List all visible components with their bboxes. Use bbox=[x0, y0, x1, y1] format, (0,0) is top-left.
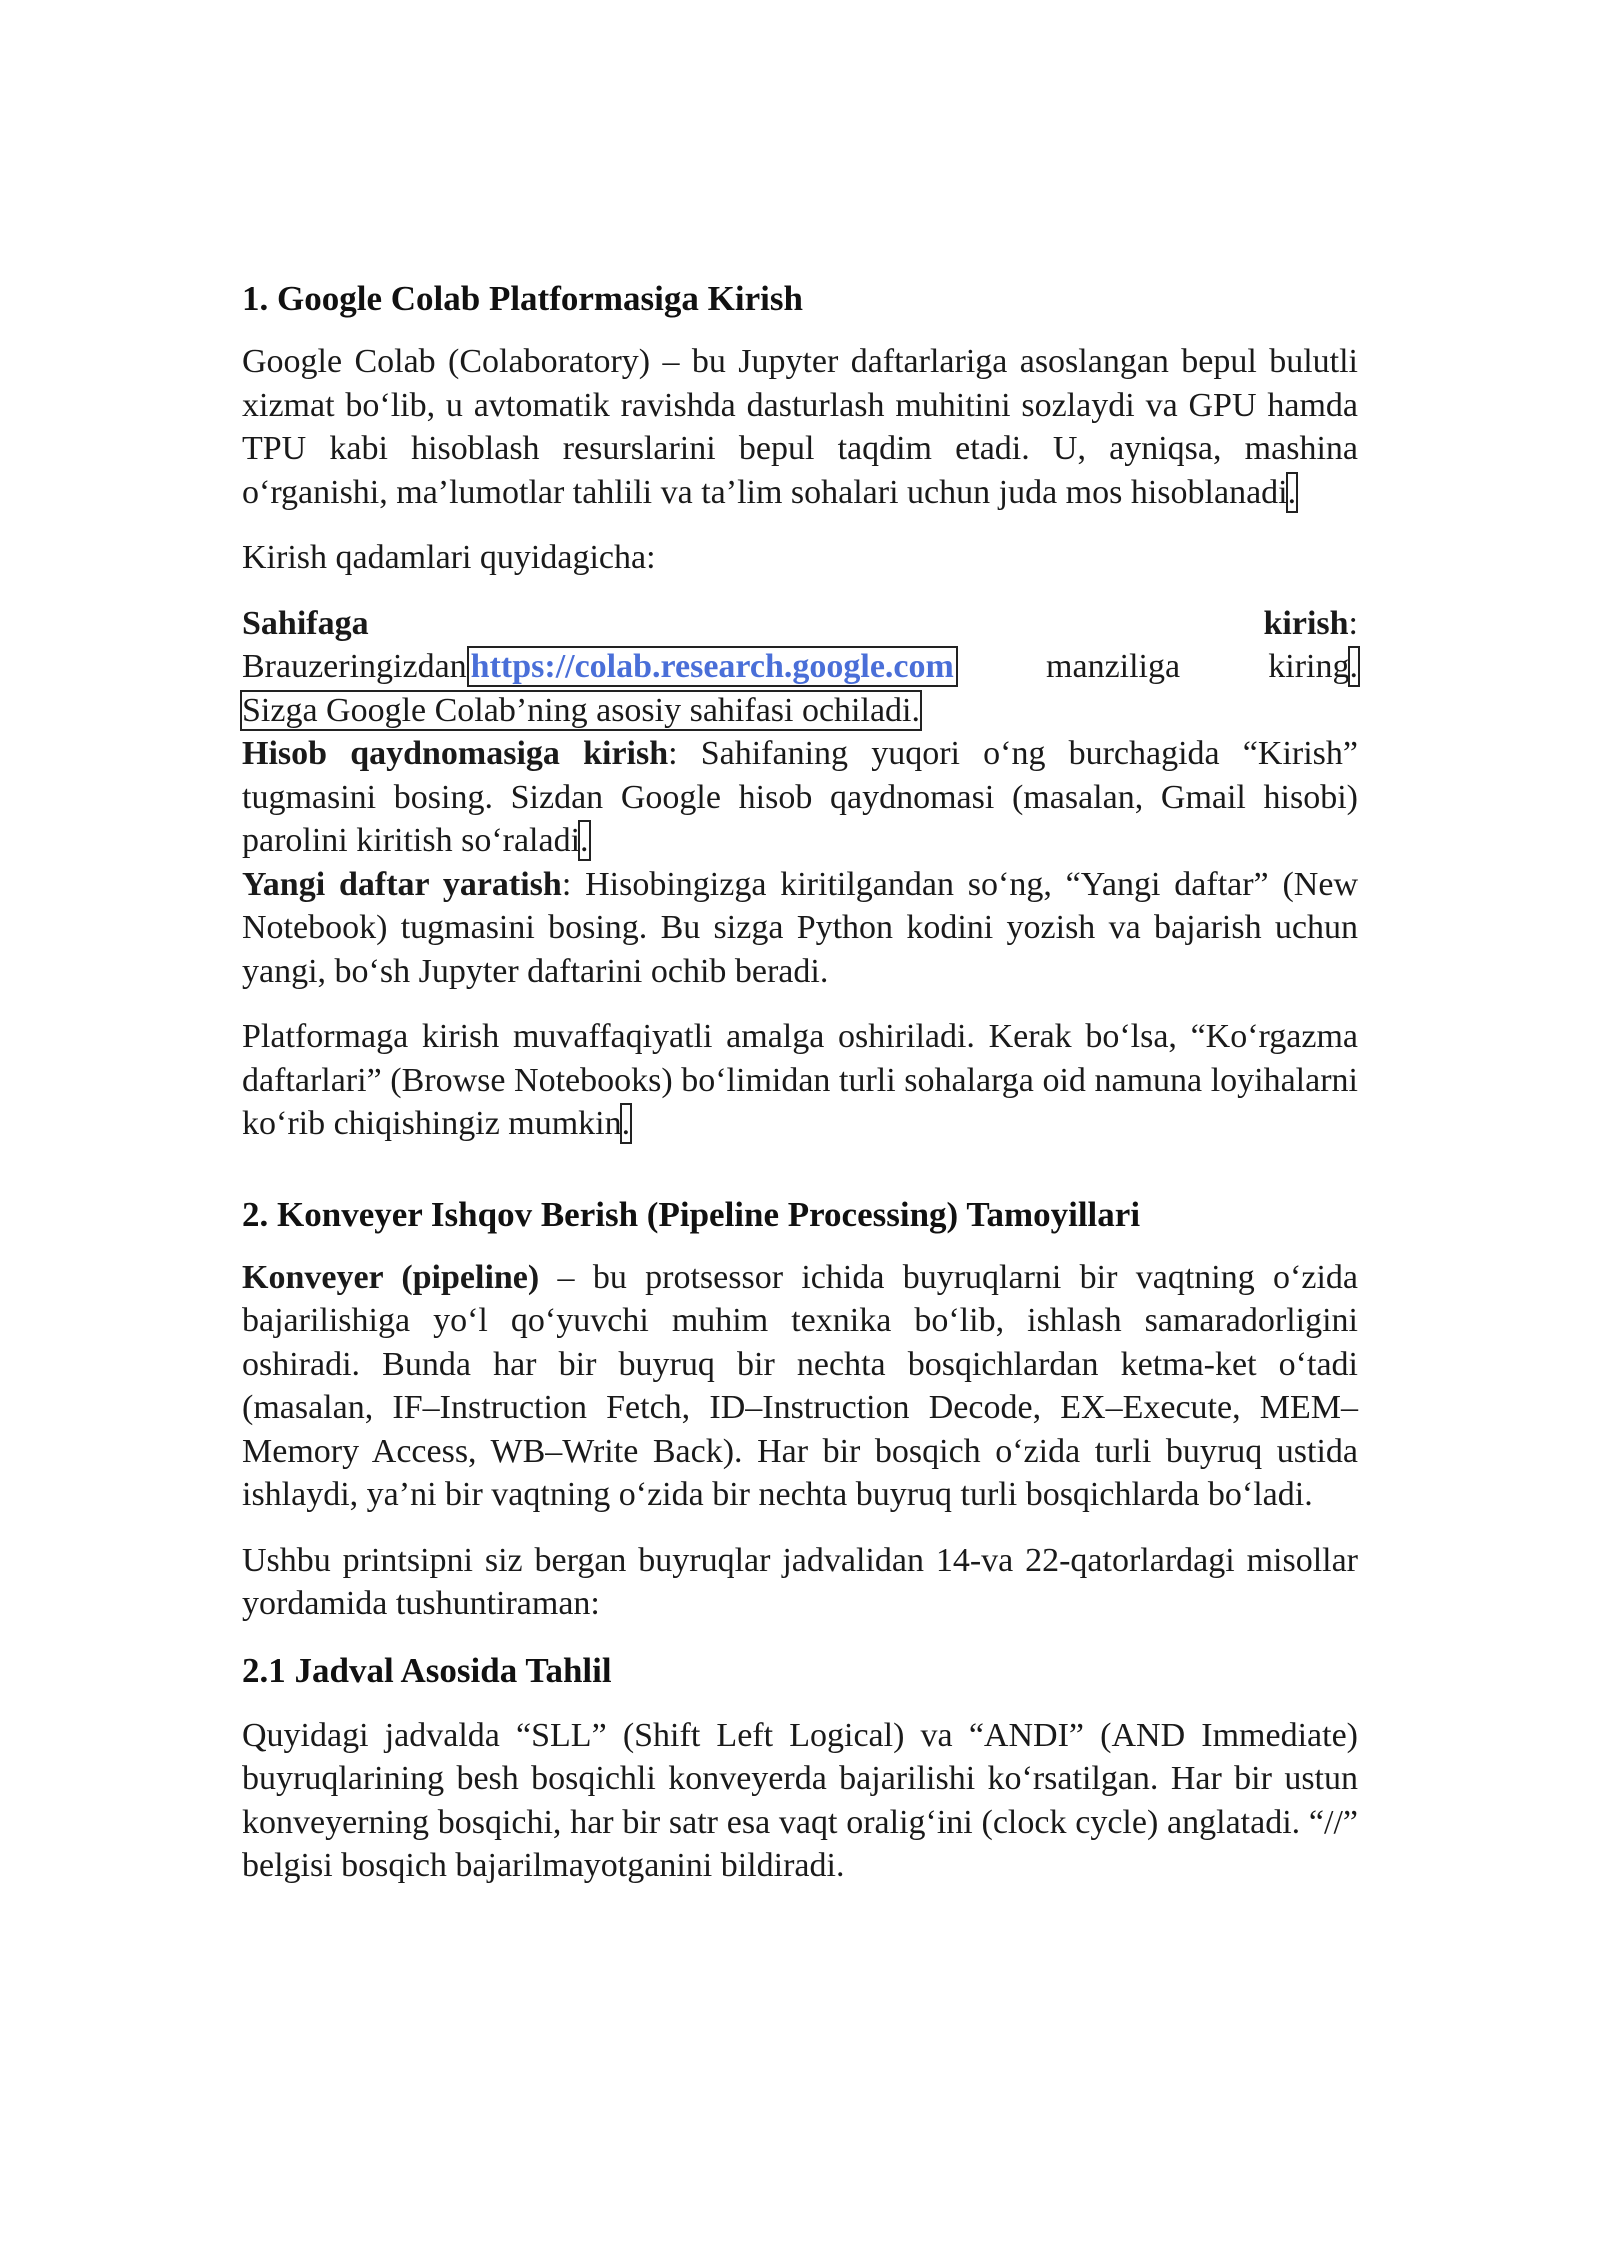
step-1-end-dot: . bbox=[1349, 648, 1358, 685]
step-new-notebook bbox=[242, 863, 1358, 994]
pipeline-term: Konveyer (pipeline) bbox=[242, 1258, 540, 1296]
step-1-bold-b: kirish bbox=[1263, 604, 1349, 642]
section-1-intro bbox=[242, 340, 1358, 514]
step-1-link-wrap bbox=[242, 645, 958, 689]
subsection-2-1-heading: 2.1 Jadval Asosida Tahlil bbox=[242, 1650, 612, 1690]
step-1-end-word: kiring bbox=[1268, 648, 1350, 685]
step-login bbox=[242, 732, 1358, 863]
step-2-bold: Hisob qaydnomasiga kirish bbox=[242, 735, 669, 772]
step-1-bold-a: Sahifaga bbox=[242, 604, 369, 642]
step-open-page bbox=[242, 602, 1358, 733]
step-3-text: : Hisobingizga kiritilgandan so‘ng, “Yangi daftar” (New Notebook) tugmasini bosing. Bu sizga Python kodini yozish va bajarish uchun yangi, bo‘sh Jupyter daftarini ochib beradi. bbox=[242, 865, 1358, 990]
step-1-colon: : bbox=[1348, 604, 1358, 642]
step-1-bold-b-wrap bbox=[1264, 602, 1359, 646]
closing-end-mark: . bbox=[621, 1105, 631, 1142]
step-1-end-wrap bbox=[1268, 645, 1358, 689]
section-1-closing bbox=[242, 1015, 1358, 1146]
step-3-bold: Yangi daftar yaratish bbox=[242, 865, 562, 903]
section-2-heading: 2. Konveyer Ishqov Berish (Pipeline Processing) Tamoyillari bbox=[242, 1194, 1141, 1234]
step-1-second-line bbox=[242, 689, 1358, 733]
step-1-pre-link: Brauzeringizdan bbox=[242, 648, 467, 685]
colab-url-link[interactable]: https://colab.research.google.com bbox=[467, 646, 958, 687]
intro-end-mark: . bbox=[1287, 473, 1297, 511]
step-2-text: : Sahifaning yuqori o‘ng burchagida “Kirish” tugmasini bosing. Sizdan Google hisob qaydnomasi (masalan, Gmail hisobi) parolini kiritish so‘raladi bbox=[242, 735, 1358, 859]
step-2-end-mark: . bbox=[580, 822, 589, 859]
intro-text: Google Colab (Colaboratory) – bu Jupyter daftarlariga asoslangan bepul bulutli xizmat bo‘lib, u avtomatik ravishda dasturlash muhitini sozlaydi va GPU hamda TPU kabi hisoblash resurslarini bepul taqdim etadi. U, ayniqsa, mashina o‘rganishi, ma’lumotlar tahlili va ta’lim sohalari uchun juda mos hisoblanadi bbox=[242, 343, 1358, 511]
step-1-second-line-text: Sizga Google Colab’ning asosiy sahifasi ochiladi. bbox=[242, 691, 920, 729]
closing-text: Platformaga kirish muvaffaqiyatli amalga oshiriladi. Kerak bo‘lsa, “Ko‘rgazma daftarlari” (Browse Notebooks) bo‘limidan turli sohalarga oid namuna loyihalarni ko‘rib chiqishingiz mumkin bbox=[242, 1018, 1358, 1142]
document-body bbox=[242, 276, 1358, 1910]
step-1-header-line bbox=[242, 602, 1358, 646]
steps-lead: Kirish qadamlari quyidagicha: bbox=[242, 539, 656, 576]
section-1-heading: 1. Google Colab Platformasiga Kirish bbox=[242, 279, 803, 318]
section-2-para-1 bbox=[242, 1256, 1358, 1517]
steps-list bbox=[242, 602, 1358, 994]
pipeline-definition: – bu protsessor ichida buyruqlarni bir vaqtning o‘zida bajarilishiga yo‘l qo‘yuvchi muhim texnika bo‘lib, ishlash samaradorligini oshiradi. Bunda har bir buyruq bir nechta bosqichlardan ketma-ket o‘tadi (masalan, IF–Instruction Fetch, ID–Instruction Decode, EX–Execute, MEM–Memory Access, WB–Write Back). Har bir bosqich o‘zida turli buyruq ustida ishlaydi, ya’ni bir vaqtning o‘zida bir nechta buyruq turli bosqichlarda bo‘ladi. bbox=[242, 1258, 1358, 1513]
section-2-para-2: Ushbu printsipni siz bergan buyruqlar jadvalidan 14-va 22-qatorlardagi misollar yordamida tushuntiraman: bbox=[242, 1541, 1358, 1622]
step-1-mid: manziliga bbox=[1046, 648, 1181, 685]
section-2-para-3: Quyidagi jadvalda “SLL” (Shift Left Logical) va “ANDI” (AND Immediate) buyruqlarining besh bosqichli konveyerda bajarilishi ko‘rsatilgan. Har bir ustun konveyerning bosqichi, har bir satr esa vaqt oralig‘ini (clock cycle) anglatadi. “//” belgisi bosqich bajarilmayotganini bildiradi. bbox=[242, 1716, 1358, 1884]
section-2 bbox=[242, 1192, 1358, 1888]
step-1-link-line bbox=[242, 645, 1358, 689]
